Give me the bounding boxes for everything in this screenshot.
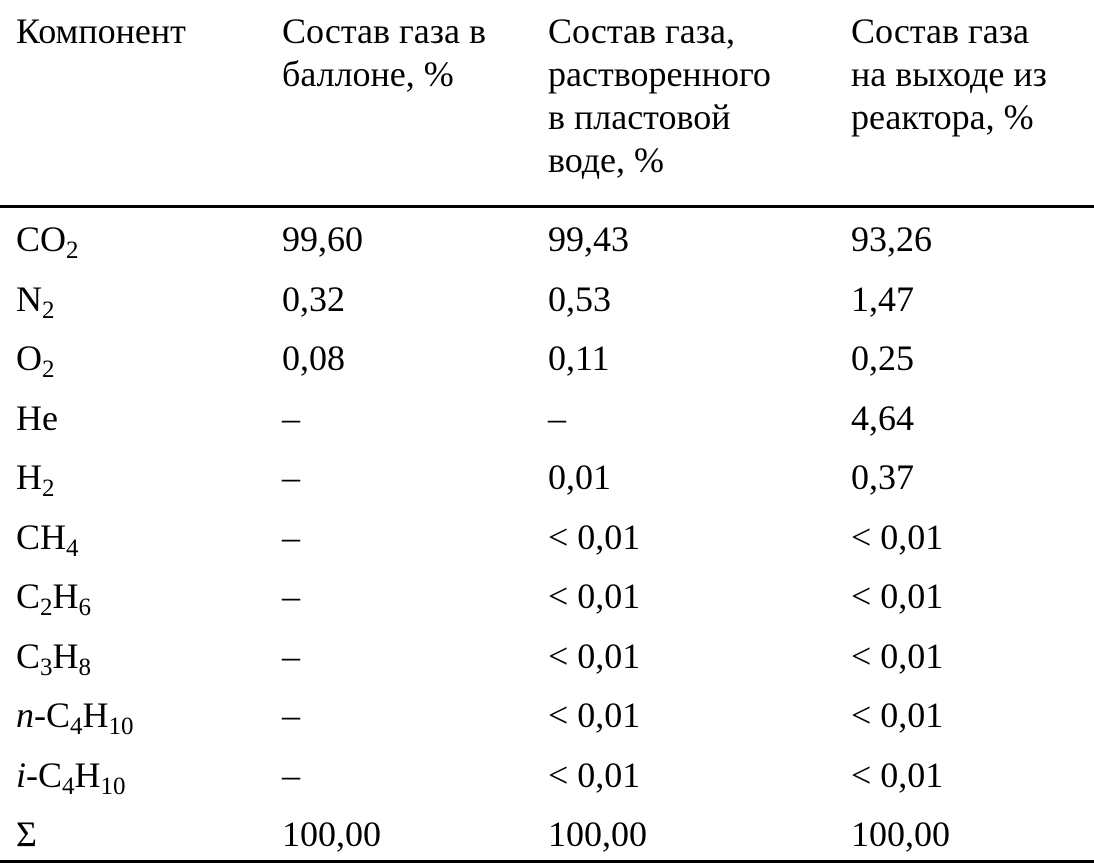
cylinder-cell: – bbox=[282, 754, 300, 795]
table-row bbox=[0, 387, 1094, 447]
water-cell: 0,11 bbox=[548, 338, 610, 378]
component-cell: $CH_4$ bbox=[16, 516, 79, 562]
cylinder-cell: 100,00 bbox=[282, 814, 381, 854]
header-reactor: Состав газа на выходе из реактора, % bbox=[851, 11, 1047, 137]
table-row bbox=[0, 803, 1094, 863]
table-row bbox=[0, 268, 1094, 328]
water-cell: 0,01 bbox=[548, 457, 611, 497]
cylinder-cell: – bbox=[282, 516, 300, 557]
cylinder-cell: – bbox=[282, 695, 300, 735]
component-cell: $i-C_4H_{10}$ bbox=[16, 754, 126, 800]
header-cylinder: Состав газа в баллоне, % bbox=[282, 11, 486, 94]
table-row bbox=[0, 506, 1094, 566]
reactor-cell: 0,37 bbox=[851, 457, 914, 497]
reactor-cell: < 0,01 bbox=[851, 754, 944, 795]
reactor-cell: 100,00 bbox=[851, 814, 950, 854]
cylinder-cell: – bbox=[282, 635, 300, 676]
water-cell: < 0,01 bbox=[548, 695, 641, 735]
water-cell: < 0,01 bbox=[548, 635, 641, 676]
water-cell: 0,53 bbox=[548, 278, 611, 319]
cylinder-cell: 99,60 bbox=[282, 219, 363, 259]
component-cell: $C_2H_6$ bbox=[16, 576, 92, 621]
water-cell: < 0,01 bbox=[548, 516, 641, 557]
table-row bbox=[0, 625, 1094, 685]
table-row bbox=[0, 565, 1094, 625]
reactor-cell: 4,64 bbox=[851, 397, 914, 438]
water-cell: < 0,01 bbox=[548, 754, 641, 795]
component-cell: $N_2$ bbox=[16, 278, 55, 324]
water-cell: 100,00 bbox=[548, 814, 647, 854]
table-body bbox=[0, 208, 1094, 863]
component-cell: $H_2$ bbox=[16, 457, 55, 502]
reactor-cell: < 0,01 bbox=[851, 695, 944, 735]
component-cell: $C_3H_8$ bbox=[16, 635, 92, 681]
component-cell: $O_2$ bbox=[16, 338, 55, 383]
reactor-cell: < 0,01 bbox=[851, 516, 944, 557]
cylinder-cell: 0,32 bbox=[282, 278, 345, 319]
reactor-cell: 1,47 bbox=[851, 278, 914, 319]
water-cell: < 0,01 bbox=[548, 576, 641, 616]
table-row bbox=[0, 208, 1094, 268]
cylinder-cell: 0,08 bbox=[282, 338, 345, 378]
header-component: Компонент bbox=[16, 11, 186, 51]
component-cell: Σ bbox=[16, 814, 37, 854]
header-water: Состав газа, растворенного в пластовой воде, % bbox=[548, 11, 771, 180]
component-cell: $n-C_4H_{10}$ bbox=[16, 695, 134, 740]
reactor-cell: 0,25 bbox=[851, 338, 914, 378]
water-cell: 99,43 bbox=[548, 219, 629, 259]
table-header bbox=[0, 0, 1094, 208]
reactor-cell: < 0,01 bbox=[851, 576, 944, 616]
component-cell: $CO_2$ bbox=[16, 219, 79, 264]
table-row bbox=[0, 744, 1094, 804]
component-cell: He bbox=[16, 397, 58, 438]
reactor-cell: < 0,01 bbox=[851, 635, 944, 676]
cylinder-cell: – bbox=[282, 397, 300, 438]
table-row bbox=[0, 327, 1094, 387]
table-row bbox=[0, 684, 1094, 744]
reactor-cell: 93,26 bbox=[851, 219, 932, 259]
table-bottom-rule bbox=[0, 860, 1094, 863]
table-row bbox=[0, 446, 1094, 506]
cylinder-cell: – bbox=[282, 457, 300, 497]
cylinder-cell: – bbox=[282, 576, 300, 616]
water-cell: – bbox=[548, 397, 566, 438]
